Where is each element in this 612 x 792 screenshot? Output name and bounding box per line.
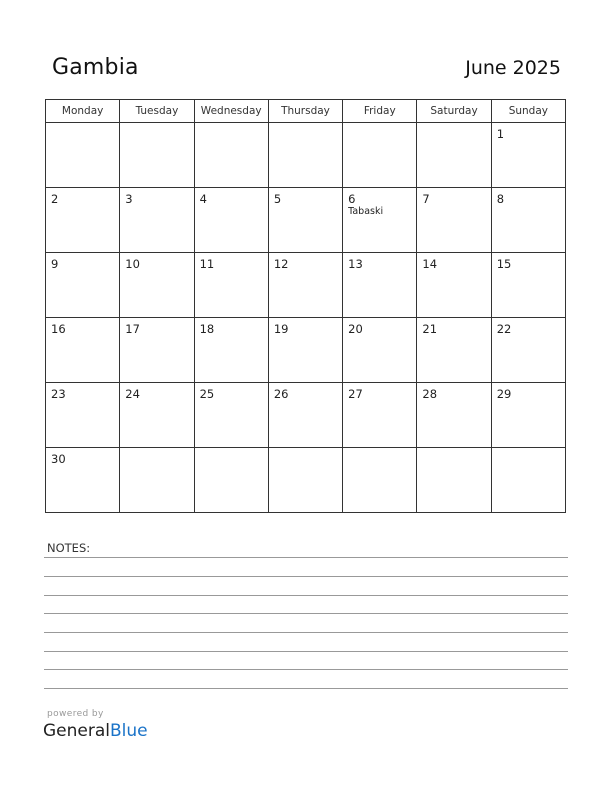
day-number: 3 [125,192,133,206]
day-number: 1 [496,127,505,141]
weekday-header-row [46,100,566,123]
calendar-day-cell [417,253,491,318]
calendar-day-cell [268,383,342,448]
day-number: 22 [496,322,512,336]
day-number: 5 [273,192,282,206]
calendar-day-cell [417,318,491,383]
calendar-day-cell [46,318,120,383]
day-number: 12 [273,257,289,271]
calendar-day-cell [46,253,120,318]
month-year-title: June 2025 [465,57,561,79]
notes-line [44,688,568,689]
day-number: 23 [51,387,66,401]
day-number: 24 [125,387,140,401]
calendar-day-cell [46,383,120,448]
calendar-day-cell [120,383,194,448]
day-number: 16 [51,322,66,336]
day-number: 11 [199,257,215,271]
calendar-day-cell [120,318,194,383]
calendar-week-row [46,253,566,318]
day-number: 2 [51,192,59,206]
day-number: 14 [422,257,438,271]
notes-line [44,576,568,577]
calendar-day-cell [343,448,417,513]
calendar-day-cell [120,253,194,318]
calendar-day-cell [194,448,268,513]
calendar-day-cell [120,188,194,253]
calendar-day-cell [194,253,268,318]
calendar-day-cell [343,383,417,448]
notes-line [44,651,568,652]
calendar-day-cell [491,318,565,383]
calendar-day-cell [194,123,268,188]
calendar-day-cell [491,383,565,448]
calendar-day-cell [417,448,491,513]
calendar-day-cell [491,188,565,253]
calendar-week-row [46,188,566,253]
brand-blue: Blue [110,721,148,741]
calendar-day-cell [343,253,417,318]
weekday-header: Sunday [491,100,565,123]
day-number: 26 [273,387,289,401]
calendar-day-cell [491,448,565,513]
notes-line [44,669,568,670]
calendar-day-cell [268,123,342,188]
powered-by-text: powered by [47,709,104,719]
weekday-header: Monday [46,100,120,123]
day-number: 17 [125,322,140,336]
brand-general: General [43,721,110,741]
calendar-day-cell [491,123,565,188]
calendar-week-row [46,448,566,513]
day-number: 8 [496,192,505,206]
day-number: 10 [125,257,140,271]
calendar-day-cell [268,448,342,513]
notes-label: NOTES: [47,541,91,555]
day-number: 21 [422,322,438,336]
calendar-day-cell [268,318,342,383]
weekday-header: Wednesday [194,100,268,123]
day-number: 7 [422,192,430,206]
country-title: Gambia [52,55,139,80]
day-number: 20 [348,322,363,336]
calendar-day-cell [194,318,268,383]
weekday-header: Tuesday [120,100,194,123]
notes-line [44,557,568,558]
calendar-grid [45,99,566,513]
calendar-week-row [46,123,566,188]
day-number: 13 [348,257,363,271]
day-number: 30 [51,452,66,466]
day-number: 15 [496,257,512,271]
calendar-day-cell [46,188,120,253]
calendar-day-cell [343,123,417,188]
day-number: 29 [496,387,512,401]
day-number: 28 [422,387,438,401]
calendar-day-cell [268,253,342,318]
calendar-day-cell [417,123,491,188]
notes-line [44,595,568,596]
weekday-header: Friday [343,100,417,123]
brand-logo [43,721,148,741]
calendar-week-row [46,383,566,448]
calendar-day-cell [120,123,194,188]
weekday-header: Thursday [268,100,342,123]
day-number: 6 [348,192,356,206]
day-number: 27 [348,387,363,401]
calendar-week-row [46,318,566,383]
day-number: 18 [199,322,215,336]
calendar-day-cell [417,383,491,448]
calendar-day-cell [343,188,417,253]
calendar-day-cell [46,123,120,188]
day-number: 25 [199,387,215,401]
notes-line [44,613,568,614]
day-number: 9 [51,257,59,271]
day-number: 4 [199,192,207,206]
calendar-day-cell [417,188,491,253]
calendar-day-cell [194,383,268,448]
calendar-day-cell [46,448,120,513]
calendar-day-cell [268,188,342,253]
calendar-day-cell [120,448,194,513]
calendar-day-cell [343,318,417,383]
calendar-day-cell [194,188,268,253]
notes-line [44,632,568,633]
calendar-day-cell [491,253,565,318]
holiday-label: Tabaski [348,206,384,217]
day-number: 19 [273,322,289,336]
weekday-header: Saturday [417,100,491,123]
